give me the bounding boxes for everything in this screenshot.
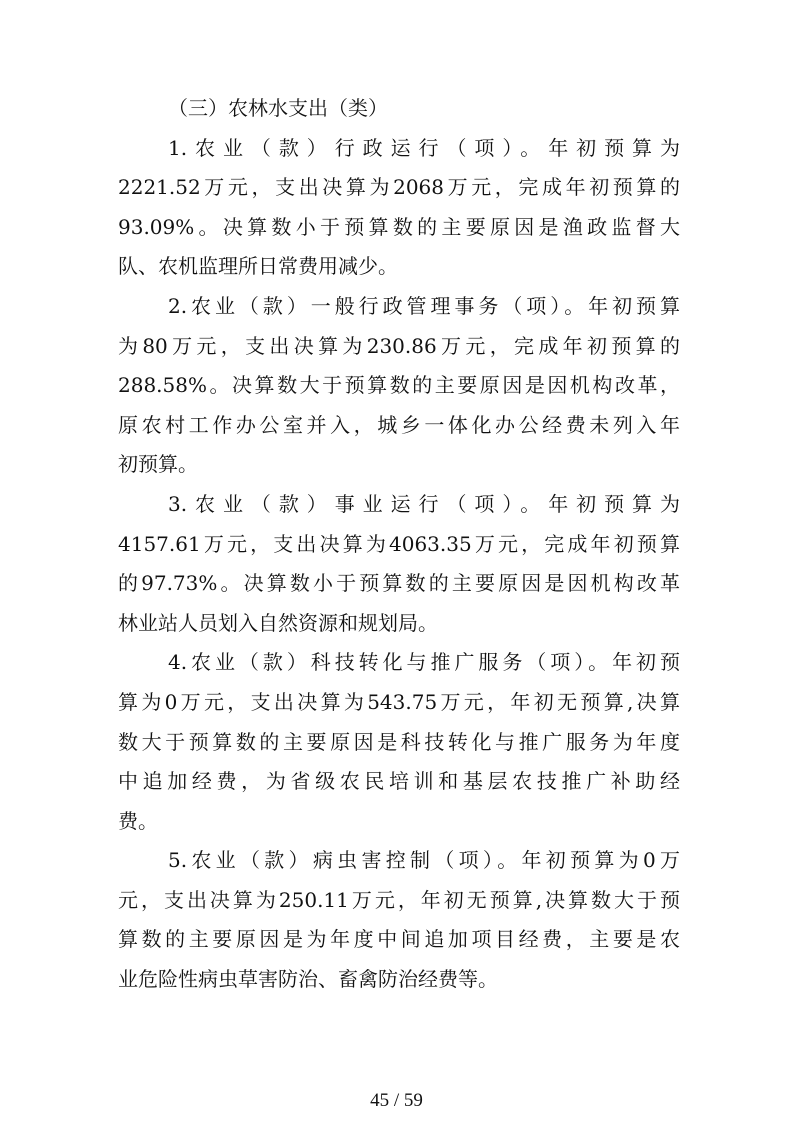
paragraph-3-line-2: 4157.61万元，支出决算为4063.35万元，完成年初预算: [118, 531, 680, 556]
section-heading: （三）农林水支出（类）: [168, 96, 388, 120]
document-body: [118, 89, 680, 1000]
paragraph-2-line-5: 初预算。: [118, 452, 198, 477]
paragraph-2-line-4: 原农村工作办公室并入，城乡一体化办公经费未列入年: [118, 412, 680, 437]
paragraph-3-line-1: 3.农业（款）事业运行（项）。年初预算为: [168, 491, 680, 516]
paragraph-4-line-4: 中追加经费，为省级农民培训和基层农技推广补助经: [118, 769, 680, 794]
paragraph-5-line-3: 算数的主要原因是为年度中间追加项目经费，主要是农: [118, 927, 680, 952]
paragraph-1-line-3: 93.09%。决算数小于预算数的主要原因是渔政监督大: [118, 214, 680, 239]
paragraph-1-line-1: 1.农业（款）行政运行（项）。年初预算为: [168, 135, 680, 160]
paragraph-2-line-3: 288.58%。决算数大于预算数的主要原因是因机构改革，: [118, 373, 680, 398]
paragraph-4-line-5: 费。: [118, 808, 158, 833]
paragraph-3-line-3: 的97.73%。决算数小于预算数的主要原因是因机构改革: [118, 571, 680, 596]
paragraph-1-line-2: 2221.52万元，支出决算为2068万元，完成年初预算的: [118, 175, 680, 200]
paragraph-5-line-1: 5.农业（款）病虫害控制（项）。年初预算为0万: [168, 848, 680, 873]
paragraph-4-line-2: 算为0万元，支出决算为543.75万元，年初无预算,决算: [118, 689, 680, 714]
paragraph-1-line-4: 队、农机监理所日常费用减少。: [118, 254, 398, 279]
paragraph-2-line-1: 2.农业（款）一般行政管理事务（项）。年初预算: [168, 293, 680, 318]
page-number: 45 / 59: [370, 1090, 423, 1111]
paragraph-4-line-1: 4.农业（款）科技转化与推广服务（项）。年初预: [168, 650, 680, 675]
paragraph-4-line-3: 数大于预算数的主要原因是科技转化与推广服务为年度: [118, 729, 680, 754]
paragraph-5-line-2: 元，支出决算为250.11万元，年初无预算,决算数大于预: [118, 887, 680, 912]
paragraph-2-line-2: 为80万元，支出决算为230.86万元，完成年初预算的: [118, 333, 680, 358]
paragraph-5-line-4: 业危险性病虫草害防治、畜禽防治经费等。: [118, 967, 498, 992]
paragraph-3-line-4: 林业站人员划入自然资源和规划局。: [118, 610, 438, 635]
